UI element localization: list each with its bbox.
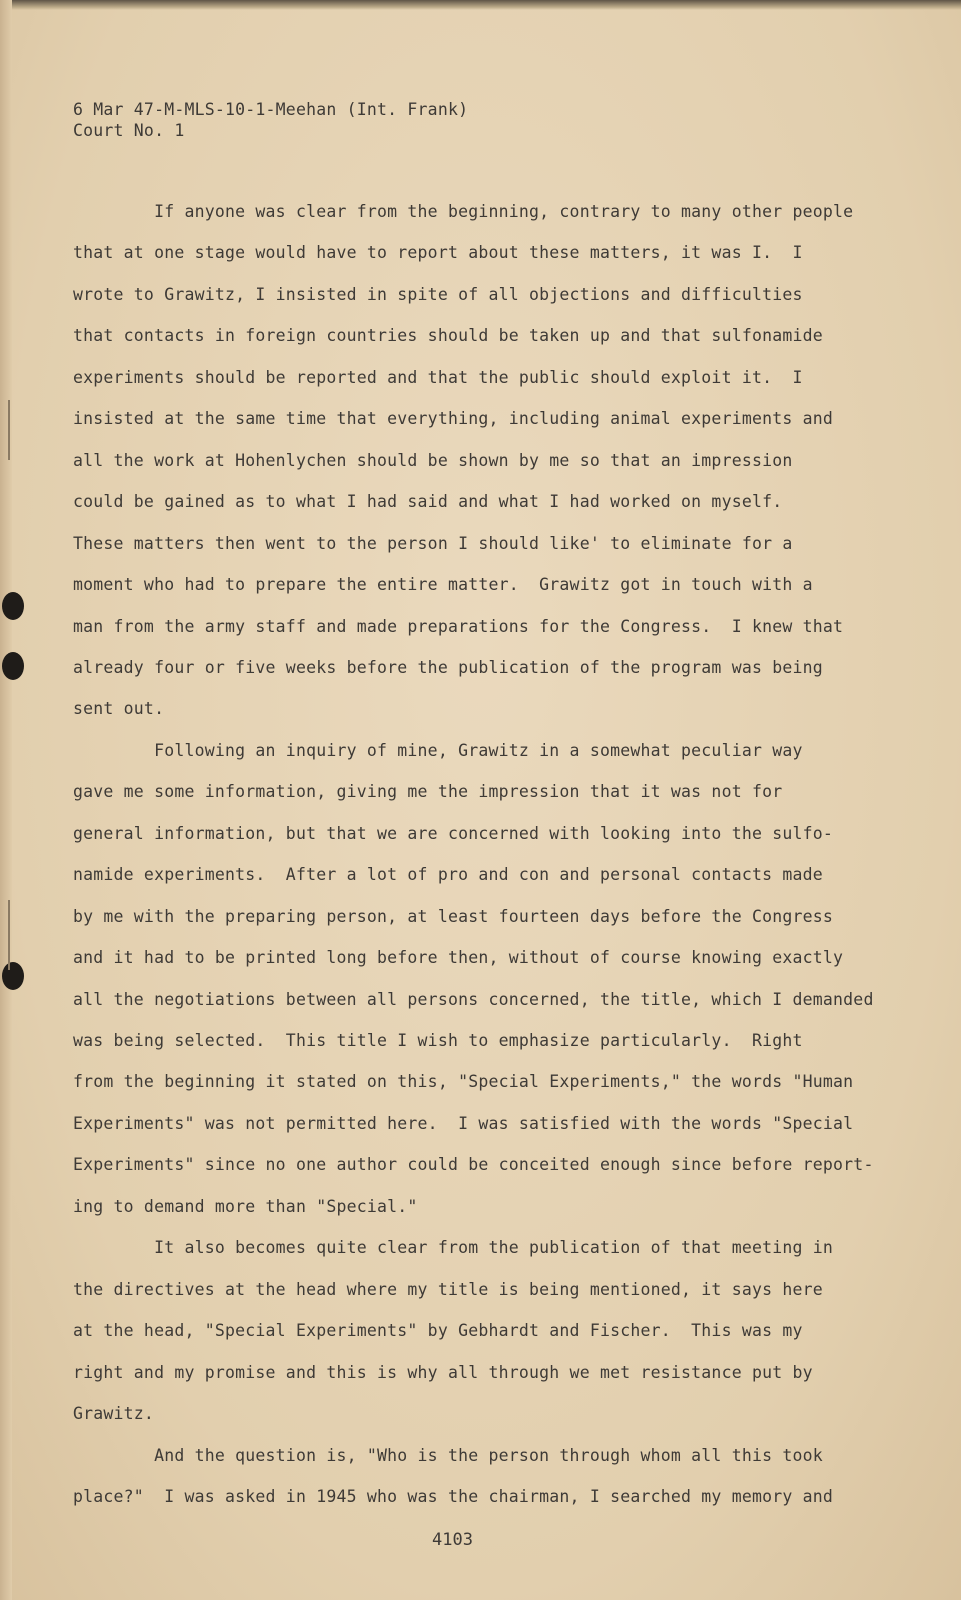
body-text-line: right and my promise and this is why all through we met resistance put by — [73, 1363, 813, 1382]
page-number: 4103 — [432, 1530, 473, 1550]
header-line-1: 6 Mar 47-M-MLS-10-1-Meehan (Int. Frank) — [73, 100, 469, 119]
body-text-line: Experiments" was not permitted here. I was satisfied with the words "Special — [73, 1114, 854, 1133]
body-text-line: that at one stage would have to report about these matters, it was I. I — [73, 243, 803, 262]
edge-mark-1 — [8, 400, 10, 460]
body-text-line: experiments should be reported and that the public should exploit it. I — [73, 368, 803, 387]
body-text-line: place?" I was asked in 1945 who was the chairman, I searched my memory and — [73, 1487, 834, 1506]
binding-hole-1 — [2, 592, 24, 620]
body-text-line: Grawitz. — [73, 1404, 155, 1423]
binding-hole-3 — [2, 962, 24, 990]
body-text-line: Experiments" since no one author could be conceited enough since before report- — [73, 1155, 874, 1174]
body-text-line: insisted at the same time that everything, including animal experiments and — [73, 409, 834, 428]
body-text-line: moment who had to prepare the entire matter. Grawitz got in touch with a — [73, 575, 813, 594]
body-text-line: ing to demand more than "Special." — [73, 1197, 418, 1216]
body-text-line: It also becomes quite clear from the publication of that meeting in — [73, 1238, 834, 1257]
header-line-2: Court No. 1 — [73, 121, 185, 140]
body-text-line: Following an inquiry of mine, Grawitz in a somewhat peculiar way — [73, 741, 803, 760]
body-text-line: at the head, "Special Experiments" by Gebhardt and Fischer. This was my — [73, 1321, 803, 1340]
body-text-line: all the work at Hohenlychen should be shown by me so that an impression — [73, 451, 793, 470]
body-text-line: These matters then went to the person I should like' to eliminate for a — [73, 534, 793, 553]
page-left-edge — [0, 0, 12, 1600]
page-top-edge — [0, 0, 961, 10]
binding-hole-2 — [2, 652, 24, 680]
body-text-line: all the negotiations between all persons concerned, the title, which I demanded — [73, 990, 874, 1009]
body-text-line: that contacts in foreign countries should be taken up and that sulfonamide — [73, 326, 823, 345]
body-text-line: namide experiments. After a lot of pro and con and personal contacts made — [73, 865, 823, 884]
body-text-line: already four or five weeks before the publication of the program was being — [73, 658, 823, 677]
edge-mark-2 — [8, 900, 10, 970]
body-text-line: was being selected. This title I wish to emphasize particularly. Right — [73, 1031, 803, 1050]
body-text-line: general information, but that we are concerned with looking into the sulfo- — [73, 824, 834, 843]
body-text-line: by me with the preparing person, at least fourteen days before the Congress — [73, 907, 834, 926]
body-text-line: from the beginning it stated on this, "Special Experiments," the words "Human — [73, 1072, 854, 1091]
body-text-line: gave me some information, giving me the impression that it was not for — [73, 782, 783, 801]
body-text-line: and it had to be printed long before then, without of course knowing exactly — [73, 948, 844, 967]
body-text-line: the directives at the head where my title is being mentioned, it says here — [73, 1280, 823, 1299]
body-text-line: sent out. — [73, 699, 165, 718]
body-text-line: And the question is, "Who is the person through whom all this took — [73, 1446, 823, 1465]
body-text-line: man from the army staff and made preparations for the Congress. I knew that — [73, 617, 844, 636]
body-text-line: could be gained as to what I had said and what I had worked on myself. — [73, 492, 783, 511]
body-text-line: If anyone was clear from the beginning, contrary to many other people — [73, 202, 854, 221]
body-text-line: wrote to Grawitz, I insisted in spite of all objections and difficulties — [73, 285, 803, 304]
